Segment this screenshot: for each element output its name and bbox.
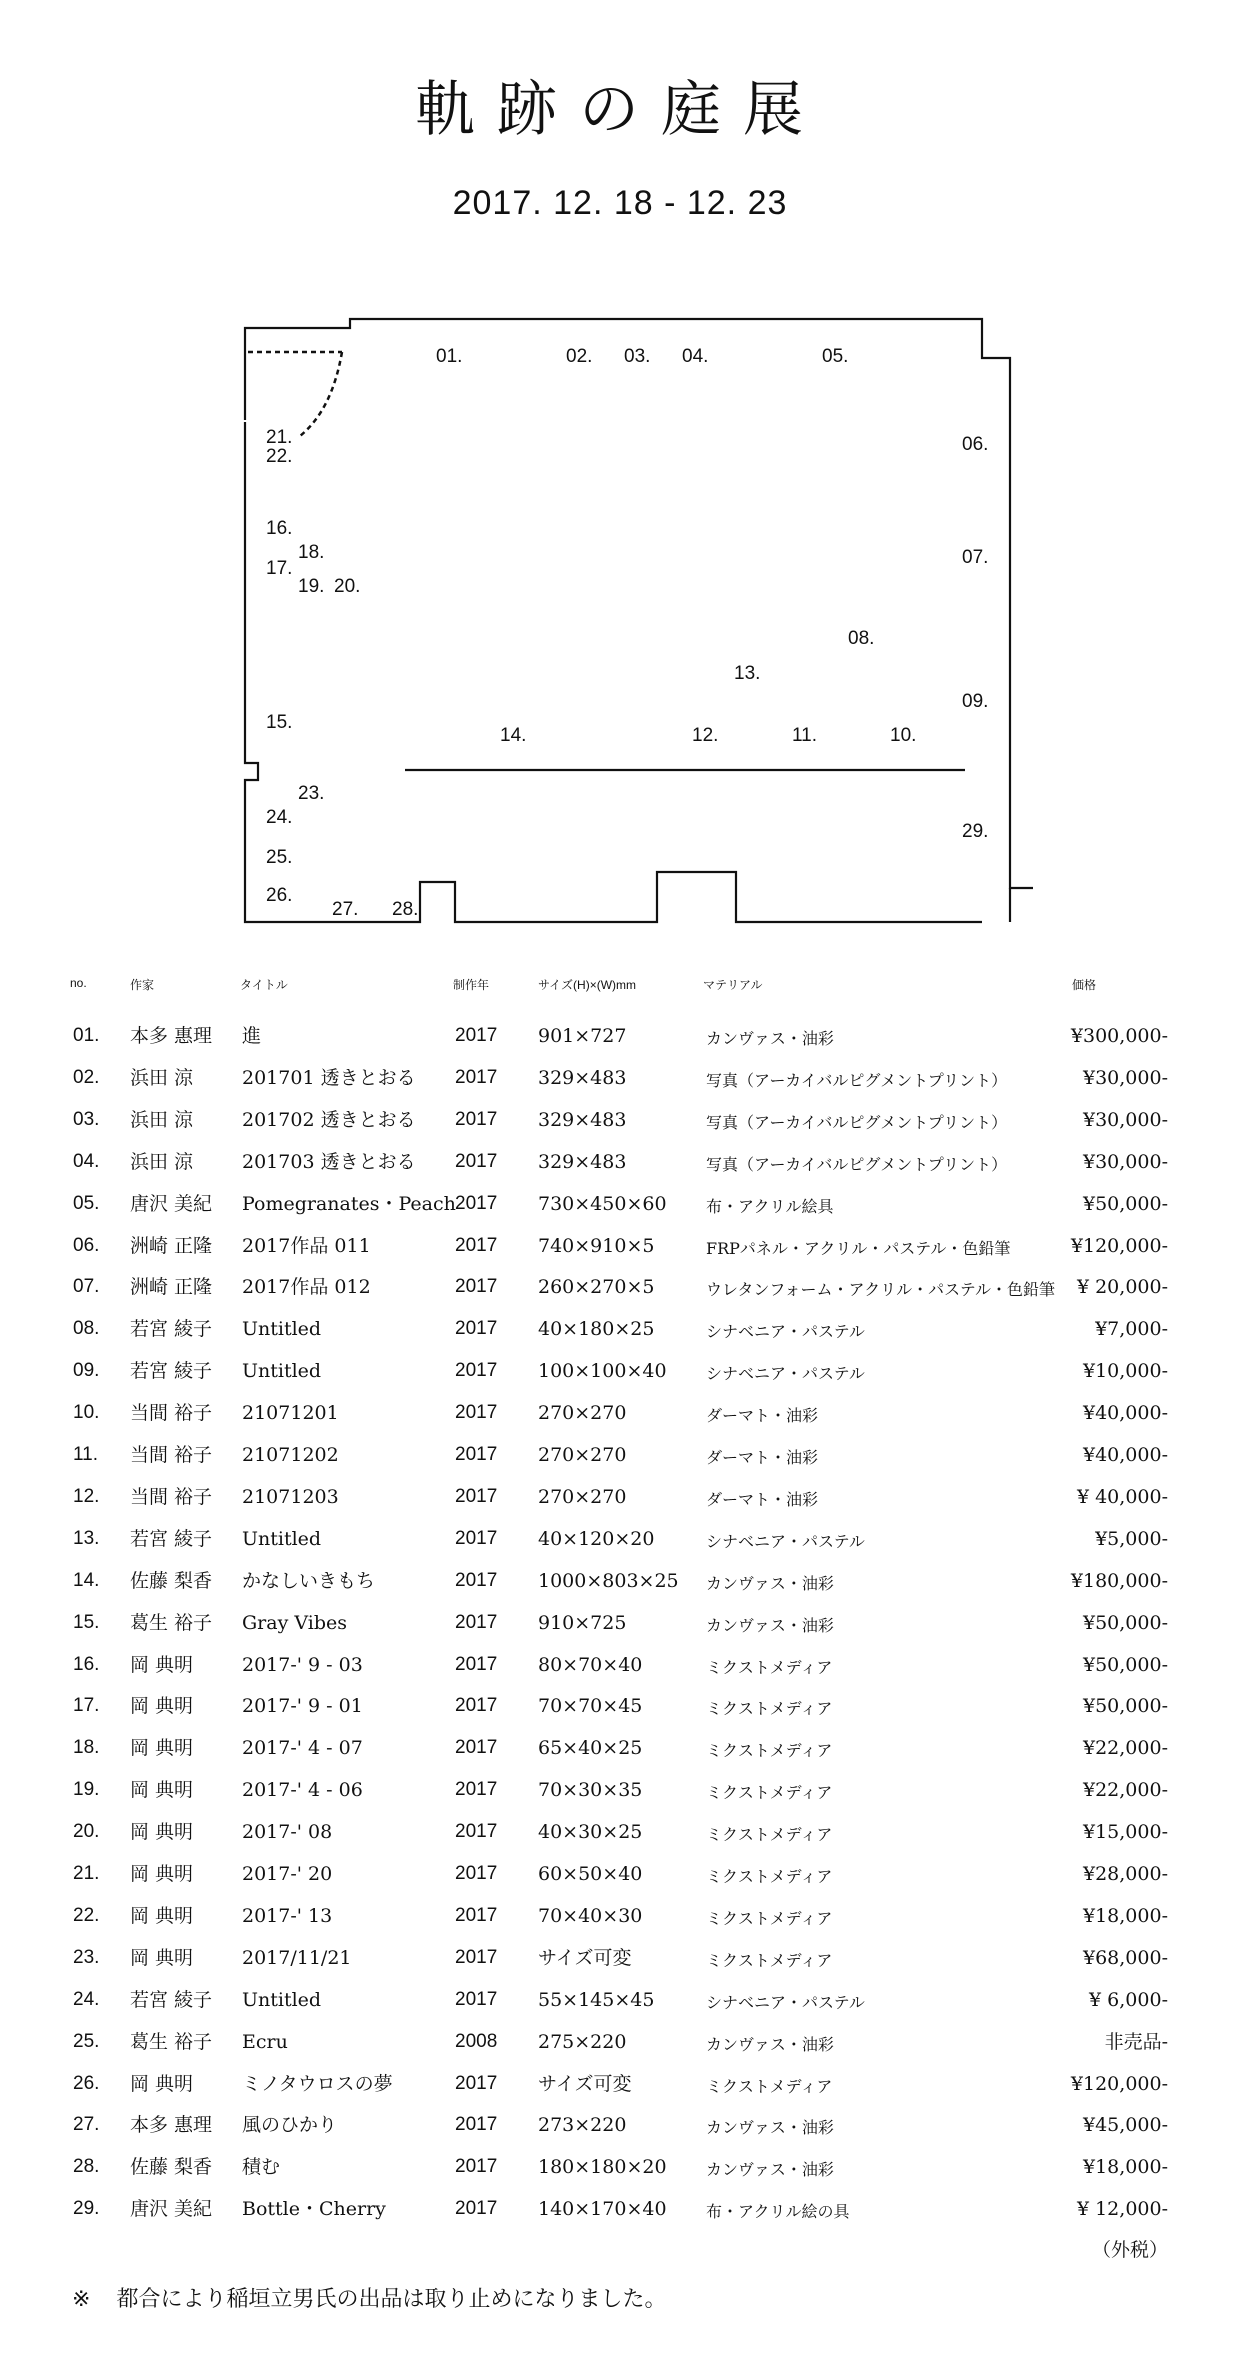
row-size: 270×270 — [538, 1485, 627, 1508]
row-artist: 岡 典明 — [130, 1821, 194, 1844]
row-size: 140×170×40 — [538, 2198, 667, 2221]
row-material: ミクストメディア — [706, 1950, 833, 1970]
row-artist: 岡 典明 — [130, 1695, 194, 1718]
row-material: シナベニア・パステル — [706, 1992, 865, 2012]
row-year: 2017 — [455, 1695, 498, 1717]
row-no: 08. — [73, 1318, 100, 1340]
header-price: 価格 — [1072, 978, 1097, 992]
row-title: Ecru — [242, 2030, 288, 2053]
row-title: かなしいきもち — [242, 1569, 376, 1592]
row-artist: 浜田 涼 — [130, 1108, 194, 1131]
row-year: 2017 — [455, 1653, 498, 1675]
plan-location-label: 20. — [334, 576, 361, 597]
table-row — [0, 1821, 1240, 1861]
row-material: カンヴァス・油彩 — [706, 1573, 834, 1593]
row-title: Pomegranates・Peach — [242, 1192, 456, 1215]
row-price: ¥300,000- — [1070, 1025, 1168, 1047]
table-row — [0, 1863, 1240, 1903]
plan-location-label: 14. — [500, 725, 527, 746]
location-labels — [266, 346, 988, 920]
table-row — [0, 1276, 1240, 1316]
row-no: 28. — [73, 2156, 100, 2178]
row-artist: 岡 典明 — [130, 1863, 194, 1885]
row-artist: 洲崎 正隆 — [130, 1276, 213, 1299]
row-year: 2017 — [455, 1863, 498, 1884]
row-year: 2017 — [455, 1192, 498, 1214]
row-artist: 当間 裕子 — [130, 1444, 213, 1466]
row-artist: 当間 裕子 — [130, 1402, 213, 1425]
row-size: 180×180×20 — [538, 2156, 667, 2179]
row-size: 730×450×60 — [538, 1192, 667, 1215]
table-row — [0, 2198, 1240, 2238]
table-row — [0, 1570, 1240, 1610]
plan-location-label: 19. — [298, 576, 325, 597]
row-artist: 唐沢 美紀 — [130, 1192, 213, 1215]
plan-location-label: 04. — [682, 346, 709, 367]
table-row — [0, 1360, 1240, 1400]
row-price: ¥18,000- — [1083, 1904, 1168, 1927]
row-size: 1000×803×25 — [538, 1569, 679, 1592]
header-no: no. — [70, 976, 87, 990]
row-material: 写真（アーカイバルピグメントプリント） — [706, 1112, 1008, 1132]
row-year: 2017 — [455, 1276, 498, 1298]
row-title: Untitled — [242, 1360, 322, 1383]
row-title: 2017/11/21 — [242, 1946, 352, 1969]
row-title: Gray Vibes — [242, 1611, 347, 1634]
row-material: ダーマト・油彩 — [706, 1448, 819, 1467]
row-artist: 若宮 綾子 — [130, 1360, 213, 1383]
row-material: カンヴァス・油彩 — [706, 1029, 834, 1048]
row-material: ミクストメディア — [706, 1783, 833, 1803]
footnote — [72, 2282, 666, 2313]
row-title: 201703 透きとおる — [242, 1150, 416, 1173]
row-size: サイズ可変 — [538, 1946, 632, 1969]
plan-location-label: 09. — [962, 691, 989, 712]
floor-plan — [0, 0, 1240, 940]
header-year: 制作年 — [453, 978, 490, 992]
row-no: 29. — [73, 2198, 100, 2220]
plan-location-label: 08. — [848, 628, 875, 649]
row-year: 2017 — [455, 1779, 498, 1801]
row-no: 17. — [73, 1695, 100, 1717]
row-price: ¥50,000- — [1083, 1695, 1168, 1718]
row-title: 2017-' 08 — [242, 1821, 333, 1844]
plan-location-label: 12. — [692, 725, 719, 746]
row-title: Bottle・Cherry — [242, 2198, 386, 2221]
row-size: 270×270 — [538, 1402, 627, 1425]
plan-location-label: 07. — [962, 547, 989, 568]
row-year: 2017 — [455, 1066, 498, 1088]
footnote-text: 都合により稲垣立男氏の出品は取り止めになりました。 — [116, 2287, 667, 2312]
row-price: ¥ 12,000- — [1076, 2198, 1168, 2221]
row-size: 65×40×25 — [538, 1737, 643, 1760]
row-no: 11. — [73, 1444, 99, 1465]
row-material: カンヴァス・油彩 — [706, 2034, 834, 2054]
row-no: 22. — [73, 1904, 100, 1926]
row-artist: 佐藤 梨香 — [130, 1569, 213, 1592]
row-no: 20. — [73, 1821, 100, 1843]
row-no: 09. — [73, 1360, 100, 1382]
plan-location-label: 28. — [392, 899, 419, 920]
plan-location-label: 11. — [792, 725, 818, 746]
row-no: 15. — [73, 1611, 100, 1633]
row-size: 55×145×45 — [538, 1988, 655, 2011]
row-price: ¥15,000- — [1083, 1821, 1168, 1844]
row-price: ¥45,000- — [1083, 2114, 1168, 2137]
row-material: カンヴァス・油彩 — [706, 2118, 834, 2138]
row-artist: 岡 典明 — [130, 1779, 194, 1802]
door — [248, 352, 342, 436]
table-row — [0, 1737, 1240, 1777]
exhibition-dates: 2017. 12. 18 - 12. 23 — [452, 184, 788, 222]
row-artist: 岡 典明 — [130, 1904, 194, 1927]
plan-location-label: 18. — [298, 542, 325, 563]
row-year: 2017 — [455, 1025, 498, 1046]
plan-location-label: 16. — [266, 518, 293, 539]
table-row — [0, 1612, 1240, 1652]
table-row — [0, 2156, 1240, 2196]
plan-location-label: 10. — [890, 725, 917, 746]
table-row — [0, 1151, 1240, 1191]
table-row — [0, 1528, 1240, 1568]
table-row — [0, 2031, 1240, 2071]
tax-note: （外税） — [1091, 2239, 1168, 2261]
row-no: 13. — [73, 1527, 100, 1549]
row-material: ウレタンフォーム・アクリル・パステル・色鉛筆 — [706, 1280, 1055, 1300]
row-no: 07. — [73, 1276, 100, 1298]
wall-outline — [245, 319, 1033, 888]
row-artist: 本多 惠理 — [130, 2114, 213, 2137]
row-title: 2017作品 012 — [242, 1276, 371, 1299]
row-price: ¥18,000- — [1083, 2156, 1168, 2179]
row-title: 21071201 — [242, 1402, 339, 1425]
row-year: 2017 — [455, 1234, 498, 1256]
table-row — [0, 1654, 1240, 1694]
wall-left-lower — [245, 422, 982, 922]
row-material: シナベニア・パステル — [706, 1531, 865, 1551]
row-artist: 浜田 涼 — [130, 1150, 194, 1173]
row-artist: 唐沢 美紀 — [130, 2198, 213, 2221]
table-row — [0, 1779, 1240, 1819]
row-year: 2017 — [455, 1904, 498, 1926]
table-row — [0, 1486, 1240, 1526]
row-size: 70×70×45 — [538, 1695, 643, 1718]
row-material: シナベニア・パステル — [706, 1364, 865, 1384]
row-year: 2017 — [455, 1360, 498, 1382]
row-no: 05. — [73, 1192, 100, 1214]
row-title: 21071203 — [242, 1485, 339, 1508]
row-size: 275×220 — [538, 2030, 627, 2053]
row-no: 04. — [73, 1150, 100, 1172]
row-material: ミクストメディア — [706, 1867, 833, 1886]
plan-location-label: 13. — [734, 663, 761, 684]
row-no: 19. — [73, 1779, 100, 1801]
row-material: 布・アクリル絵具 — [706, 1196, 834, 1216]
row-material: カンヴァス・油彩 — [706, 2160, 834, 2180]
row-price: ¥22,000- — [1083, 1737, 1168, 1760]
table-row — [0, 2073, 1240, 2113]
row-size: 901×727 — [538, 1025, 627, 1047]
row-no: 12. — [73, 1485, 100, 1507]
row-year: 2017 — [455, 1988, 498, 2010]
row-price: ¥ 6,000- — [1089, 1988, 1168, 2011]
table-row — [0, 1025, 1240, 1065]
footnote-mark: ※ — [72, 2287, 91, 2312]
row-title: Untitled — [242, 1527, 322, 1550]
table-row — [0, 1067, 1240, 1107]
row-material: 写真（アーカイバルピグメントプリント） — [706, 1154, 1008, 1174]
row-size: 260×270×5 — [538, 1276, 655, 1299]
row-size: 100×100×40 — [538, 1360, 667, 1383]
row-year: 2017 — [455, 1821, 498, 1843]
row-price: ¥68,000- — [1083, 1946, 1168, 1969]
table-row — [0, 2114, 1240, 2154]
header-title: タイトル — [240, 978, 288, 992]
row-price: ¥30,000- — [1083, 1108, 1168, 1131]
row-year: 2017 — [455, 2198, 498, 2220]
plan-location-label: 25. — [266, 847, 293, 868]
row-title: 201701 透きとおる — [242, 1066, 416, 1089]
row-no: 23. — [73, 1946, 100, 1968]
table-row — [0, 1402, 1240, 1442]
row-title: 積む — [242, 2156, 281, 2179]
row-artist: 若宮 綾子 — [130, 1988, 213, 2011]
row-price: ¥50,000- — [1083, 1611, 1168, 1634]
plan-location-label: 05. — [822, 346, 849, 367]
exhibition-title: 軌跡の庭展 — [415, 75, 825, 145]
row-material: ダーマト・油彩 — [706, 1489, 819, 1509]
row-title: 21071202 — [242, 1444, 339, 1466]
row-no: 25. — [73, 2030, 100, 2052]
header-size: サイズ(H)×(W)mm — [538, 978, 637, 992]
row-title: 2017-' 9 - 03 — [242, 1653, 363, 1676]
row-price: ¥5,000- — [1095, 1527, 1168, 1550]
table-row — [0, 1989, 1240, 2029]
row-price: ¥180,000- — [1070, 1569, 1168, 1592]
row-price: ¥120,000- — [1070, 1234, 1168, 1257]
plan-location-label: 29. — [962, 821, 989, 842]
table-row — [0, 1947, 1240, 1987]
row-no: 06. — [73, 1234, 100, 1256]
row-price: ¥30,000- — [1083, 1066, 1168, 1089]
row-material: ミクストメディア — [706, 1825, 833, 1845]
row-price: ¥50,000- — [1083, 1653, 1168, 1676]
row-artist: 浜田 涼 — [130, 1066, 194, 1089]
row-material: 布・アクリル絵の具 — [706, 2202, 850, 2222]
plan-location-label: 03. — [624, 346, 651, 367]
row-title: 2017-' 4 - 06 — [242, 1779, 363, 1802]
row-year: 2017 — [455, 1569, 498, 1591]
plan-location-label: 02. — [566, 346, 593, 367]
row-title: 201702 透きとおる — [242, 1108, 416, 1131]
row-artist: 佐藤 梨香 — [130, 2156, 213, 2179]
plan-location-label: 15. — [266, 712, 293, 733]
row-artist: 葛生 裕子 — [130, 2030, 213, 2053]
row-material: ミクストメディア — [706, 1699, 833, 1719]
row-size: 60×50×40 — [538, 1863, 643, 1885]
row-artist: 岡 典明 — [130, 1946, 194, 1969]
row-title: 2017-' 4 - 07 — [242, 1737, 363, 1760]
row-size: 70×40×30 — [538, 1904, 643, 1927]
row-artist: 岡 典明 — [130, 1653, 194, 1676]
row-size: 40×120×20 — [538, 1527, 655, 1550]
row-title: ミノタウロスの夢 — [242, 2072, 393, 2095]
row-material: シナベニア・パステル — [706, 1322, 865, 1342]
row-no: 02. — [73, 1066, 100, 1088]
row-material: ミクストメディア — [706, 1741, 833, 1761]
row-price: ¥40,000- — [1083, 1402, 1168, 1425]
row-size: 329×483 — [538, 1066, 627, 1089]
row-price: ¥30,000- — [1083, 1150, 1168, 1173]
row-no: 03. — [73, 1108, 100, 1130]
row-artist: 若宮 綾子 — [130, 1527, 213, 1550]
row-year: 2017 — [455, 1611, 498, 1633]
row-no: 01. — [73, 1025, 100, 1046]
row-material: 写真（アーカイバルピグメントプリント） — [706, 1070, 1008, 1090]
row-price: ¥50,000- — [1083, 1192, 1168, 1215]
row-year: 2017 — [455, 2072, 498, 2094]
row-no: 14. — [73, 1569, 100, 1591]
row-artist: 若宮 綾子 — [130, 1318, 213, 1341]
row-price: ¥ 40,000- — [1076, 1485, 1168, 1508]
row-material: カンヴァス・油彩 — [706, 1615, 834, 1635]
row-no: 21. — [73, 1863, 100, 1884]
row-year: 2017 — [455, 1444, 498, 1465]
row-price: ¥10,000- — [1083, 1360, 1168, 1383]
row-no: 18. — [73, 1737, 100, 1759]
row-size: 40×180×25 — [538, 1318, 655, 1341]
plan-location-label: 22. — [266, 446, 293, 467]
plan-location-label: 27. — [332, 899, 359, 920]
row-year: 2017 — [455, 2114, 498, 2136]
row-year: 2017 — [455, 1485, 498, 1507]
table-row — [0, 1235, 1240, 1275]
row-year: 2017 — [455, 1402, 498, 1424]
row-material: ミクストメディア — [706, 1908, 833, 1928]
row-size: 273×220 — [538, 2114, 627, 2137]
row-artist: 本多 惠理 — [130, 1025, 213, 1047]
row-price: ¥28,000- — [1083, 1863, 1168, 1885]
row-title: 2017作品 011 — [242, 1234, 371, 1257]
row-artist: 葛生 裕子 — [130, 1611, 213, 1634]
row-year: 2008 — [455, 2030, 498, 2052]
plan-location-label: 26. — [266, 885, 293, 906]
table-row — [0, 1109, 1240, 1149]
row-price: ¥40,000- — [1083, 1444, 1168, 1466]
table-row — [0, 1444, 1240, 1484]
row-material: ミクストメディア — [706, 1657, 833, 1677]
row-year: 2017 — [455, 1946, 498, 1968]
table-row — [0, 1318, 1240, 1358]
row-artist: 岡 典明 — [130, 2072, 194, 2095]
plan-location-label: 21. — [266, 427, 293, 448]
row-title: 2017-' 20 — [242, 1863, 333, 1885]
row-material: ダーマト・油彩 — [706, 1406, 819, 1426]
row-no: 10. — [73, 1402, 100, 1424]
row-size: 270×270 — [538, 1444, 627, 1466]
row-title: Untitled — [242, 1988, 322, 2011]
header-artist: 作家 — [130, 978, 155, 992]
header-material: マテリアル — [703, 978, 763, 992]
row-size: 740×910×5 — [538, 1234, 655, 1257]
table-row — [0, 1695, 1240, 1735]
row-no: 26. — [73, 2072, 100, 2094]
row-price: ¥7,000- — [1095, 1318, 1168, 1341]
row-size: 910×725 — [538, 1611, 627, 1634]
row-price: ¥ 20,000- — [1076, 1276, 1168, 1299]
row-year: 2017 — [455, 1737, 498, 1759]
plan-location-label: 06. — [962, 434, 989, 455]
row-size: サイズ可変 — [538, 2072, 632, 2095]
table-row — [0, 1193, 1240, 1233]
table-row — [0, 1905, 1240, 1945]
row-year: 2017 — [455, 1527, 498, 1549]
row-title: 進 — [242, 1025, 262, 1047]
row-title: 風のひかり — [242, 2114, 338, 2137]
row-price: 非売品- — [1104, 2030, 1168, 2053]
plan-location-label: 24. — [266, 807, 293, 828]
row-no: 16. — [73, 1653, 100, 1675]
row-year: 2017 — [455, 2156, 498, 2178]
row-material: ミクストメディア — [706, 2076, 833, 2096]
row-artist: 当間 裕子 — [130, 1485, 213, 1508]
row-size: 80×70×40 — [538, 1653, 643, 1676]
row-title: 2017-' 13 — [242, 1904, 333, 1927]
row-artist: 洲崎 正隆 — [130, 1234, 213, 1257]
row-year: 2017 — [455, 1108, 498, 1130]
row-price: ¥120,000- — [1070, 2072, 1168, 2095]
row-size: 70×30×35 — [538, 1779, 643, 1802]
row-size: 329×483 — [538, 1108, 627, 1131]
row-no: 27. — [73, 2114, 100, 2136]
row-artist: 岡 典明 — [130, 1737, 194, 1760]
row-year: 2017 — [455, 1150, 498, 1172]
row-title: 2017-' 9 - 01 — [242, 1695, 363, 1718]
row-material: FRPパネル・アクリル・パステル・色鉛筆 — [706, 1238, 1011, 1258]
row-size: 329×483 — [538, 1150, 627, 1173]
plan-location-label: 01. — [436, 346, 463, 367]
gallery-walls — [245, 319, 1033, 922]
row-year: 2017 — [455, 1318, 498, 1340]
row-title: Untitled — [242, 1318, 322, 1341]
row-price: ¥22,000- — [1083, 1779, 1168, 1802]
row-size: 40×30×25 — [538, 1821, 643, 1844]
plan-location-label: 17. — [266, 558, 293, 579]
row-no: 24. — [73, 1988, 100, 2010]
plan-location-label: 23. — [298, 783, 325, 804]
